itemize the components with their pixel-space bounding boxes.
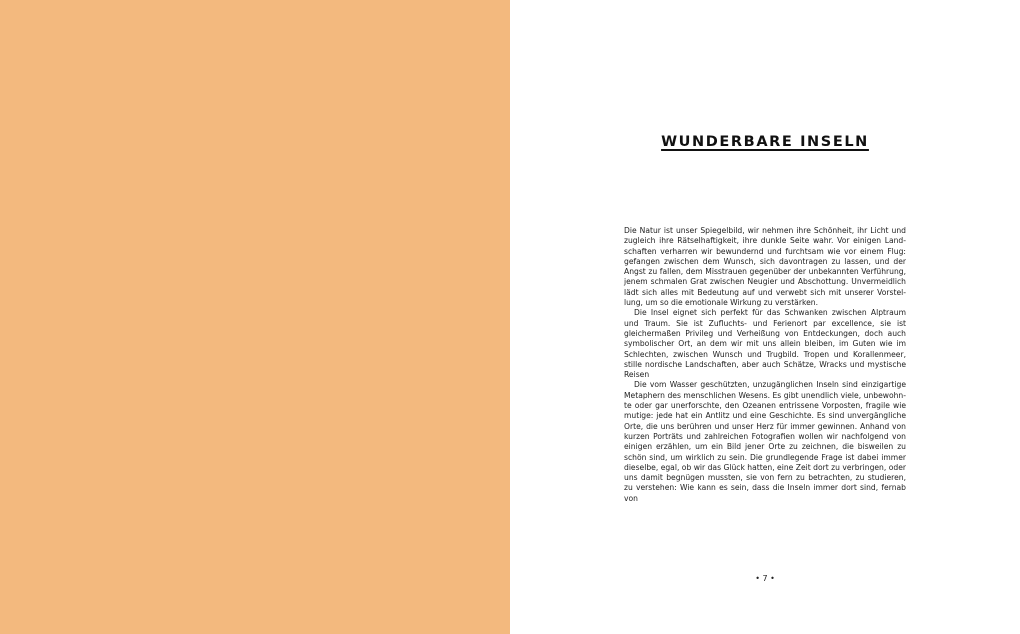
- paragraph-2: Die Insel eignet sich perfekt für das Schwanken zwischen Alptraum und Traum. Sie ist Zufluchts- und Ferienort par excellence, sie ist gleichermaßen Privileg und Verheißung von Entdeckungen, doch auch symbolischer Ort, an dem wir mit uns allein bleiben, im Guten wie im Schlechten, zwischen Wunsch und Trugbild. Tropen und Korallenmeer, stille nordische Landschaften, aber auch Schätze, Wracks und mystische Reisen: [624, 308, 906, 380]
- page-number: • 7 •: [755, 574, 775, 583]
- paragraph-3: Die vom Wasser geschützten, unzugänglichen Inseln sind einzigartige Metaphern des menschlichen Wesens. Es gibt unendlich viele, unbewohnte oder gar unerforschte, den Ozeanen entrissene Vorposten, fragile wie mutige: jede hat ein Antlitz und eine Geschichte. Es sind unvergängliche Orte, die uns berühren und unser Herz für immer gewinnen. Anhand von kurzen Porträts und zahlreichen Fotografien wollen wir nachfolgend von einigen erzählen, um ein Bild jener Orte zu zeichnen, die bisweilen zu schön sind, um wirklich zu sein. Die grundlegende Frage ist dabei immer dieselbe, egal, ob wir das Glück hatten, eine Zeit dort zu verbringen, oder uns damit begnügen mussten, sie von fern zu betrachten, zu studieren, zu verstehen: Wie kann es sein, dass die Inseln immer dort sind, fernab von: [624, 380, 906, 503]
- body-text: [624, 226, 906, 504]
- paragraph-1: Die Natur ist unser Spiegelbild, wir nehmen ihre Schönheit, ihr Licht und zugleich ihre Rätselhaftigkeit, ihre dunkle Seite wahr. Vor einigen Landschaften verharren wir bewundernd und furchtsam wie vor einem Flug: gefangen zwischen dem Wunsch, sich davontragen zu lassen, und der Angst zu fallen, dem Misstrauen gegenüber der unbekannten Verführung, jenem schmalen Grat zwischen Neugier und Abschottung. Unvermeidlich lädt sich alles mit Bedeutung auf und verwebt sich mit unserer Vorstellung, um so die emotionale Wirkung zu verstärken.: [624, 226, 906, 308]
- right-page: [510, 0, 1020, 634]
- chapter-title: WUNDERBARE INSELN: [661, 134, 869, 150]
